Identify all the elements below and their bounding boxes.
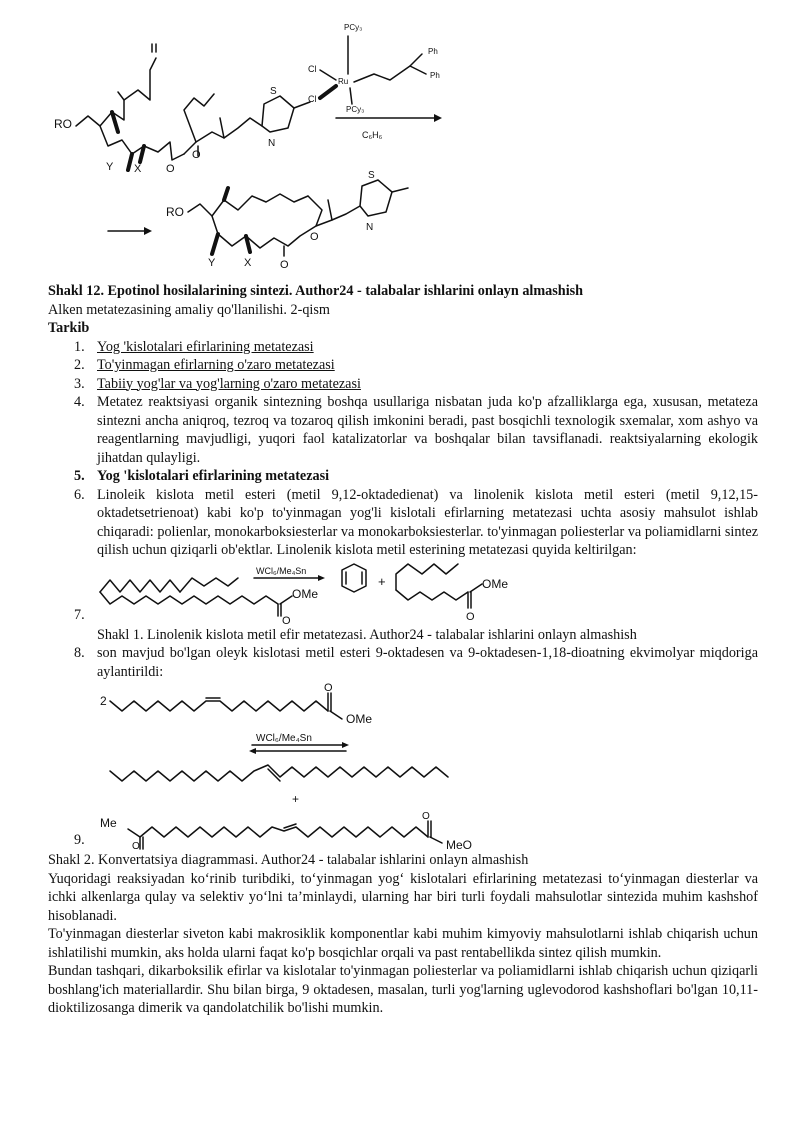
o-label-1: O: [282, 614, 291, 627]
ru-label: Ru: [338, 77, 349, 86]
n-label-top: N: [268, 138, 276, 149]
document-page: [48, 0, 758, 1018]
toc-link-1[interactable]: Yog 'kislotalari efirlarining metatezasi: [97, 338, 314, 355]
toc-link-3[interactable]: Tabiiy yog'lar va yog'larning o'zaro metatezasi: [97, 375, 361, 392]
s-label-top: S: [270, 86, 277, 97]
list-item: 8. son mavjud bo'lgan oleyk kislotasi metil esteri 9-oktadesen va 9-oktadesen-1,18-dioatning ekvimolyar miqdoriga aylantirildi:: [74, 645, 758, 680]
list-item: 4. Metatez reaktsiyasi organik sintezning boshqa usullariga nisbatan juda ko'p afzalliklarga ega, xususan, metateza sintezni ancha aniqroq, tezroq va tozaroq qilish imkonini beradi, past bosqichli texnologik sxemalar, xom ashyo va reagentlarning mavjudligi, yuqori faol katalizatorlar va boshqalar bilan tavsiflanadi. reaktsiyalarning ekologik jihatdan qulayligi.: [74, 394, 758, 466]
o2-label-top: O: [192, 149, 201, 161]
ome-label-2: OMe: [482, 576, 509, 591]
meo-label: MeO: [446, 838, 473, 852]
o1-label-bottom: O: [280, 259, 289, 271]
ro-label-top: RO: [54, 117, 72, 131]
pcy3-label-b: PCy₃: [346, 105, 365, 114]
me-label: Me: [100, 816, 117, 830]
pcy3-label-a: PCy₃: [344, 23, 363, 32]
ro-label-bottom: RO: [166, 205, 184, 219]
paragraph-1: Yuqoridagi reaksiyadan ko‘rinib turibdiki, to‘yinmagan yog‘ kislotalari efirlarining metatezasi to‘yinmagan diesterlar va ichki alkenlarga qulay va selektiv yo‘lni ta’minlaydi, ularning har biri turli foydali mahsulotlar sintezida muhim kashshof hisoblanadi.: [48, 870, 758, 924]
o1-label-top: O: [166, 163, 175, 175]
list-item[interactable]: 2. To'yinmagan efirlarning o'zaro metatezasi: [74, 357, 335, 373]
o-label-2: O: [466, 610, 475, 623]
toc-link-2[interactable]: To'yinmagan efirlarning o'zaro metatezasi: [97, 357, 335, 373]
content-list-2: [48, 644, 758, 851]
cl-label-a: Cl: [308, 64, 317, 74]
content-list: [48, 338, 758, 626]
plus-sign-1: +: [378, 573, 386, 589]
x-label-top: X: [134, 163, 142, 175]
o-label-oleic-2: O: [132, 841, 140, 852]
list-item: 7. O OMe WCl₆/Me₄Sn + OMe O: [48, 560, 758, 626]
catalyst-label-1: WCl₆/Me₄Sn: [256, 565, 307, 576]
figure-2-caption: Shakl 2. Konvertatsiya diagrammasi. Author24 - talabalar ishlarini onlayn almashish: [48, 852, 529, 868]
epotinol-product-figure: [48, 170, 468, 278]
solvent-label: C₆H₆: [362, 130, 383, 140]
ome-label-1: OMe: [292, 586, 319, 601]
subtitle: Alken metatezasining amaliy qo'llanilishi. 2-qism: [48, 301, 330, 318]
list-text: Metatez reaktsiyasi organik sintezning boshqa usullariga nisbatan juda ko'p afzalliklarga ega, xususan, metateza sintezni ancha aniqroq, tezroq va tozaroq qilish imkonini beradi, past bosqichli texnologik sxemalar, xom ashyo va reagentlarning mavjudligi, yuqori faol katalizatorlar va boshqalar bilan tavsiflanadi. reaktsiyalarning ekologik jihatdan qulayligi.: [97, 394, 758, 466]
o-label-oleic-1: O: [324, 682, 333, 694]
tarkib-heading: Tarkib: [48, 320, 90, 336]
list-item: 5. Yog 'kislotalari efirlarining metatezasi: [74, 468, 330, 484]
n-label-bottom: N: [366, 222, 374, 233]
list-item[interactable]: 3. Tabiiy yog'lar va yog'larning o'zaro metatezasi: [74, 375, 361, 392]
oleic-metathesis-figure: [96, 681, 516, 851]
section-heading: Yog 'kislotalari efirlarining metatezasi: [97, 468, 330, 484]
figure-12-caption: Shakl 12. Epotinol hosilalarining sintezi. Author24 - talabalar ishlarini onlayn almashish: [48, 283, 584, 299]
o-label-oleic-3: O: [422, 811, 430, 822]
list-text: son mavjud bo'lgan oleyk kislotasi metil esteri 9-oktadesen va 9-oktadesen-1,18-dioatning ekvimolyar miqdoriga aylantirildi:: [97, 645, 758, 680]
s-label-bottom: S: [368, 170, 375, 181]
paragraph-3: Bundan tashqari, dikarboksilik efirlar va kislotalar to'yinmagan poliesterlar va poliamidlarni ishlab chiqarish uchun qiziqarli boshlang'ich materiallardir. Shu bilan birga, 9 oktadesen, masalan, turli yog'larning uglevodorod kashshoflari bo'lgan 10,11-dioktilizosanga dimerik va qandolatchilik bo'lishi mumkin.: [48, 963, 758, 1016]
ome-label-oleic: OMe: [346, 712, 373, 726]
ph-label-a: Ph: [428, 47, 438, 56]
y-label-bottom: Y: [208, 257, 216, 269]
list-item: 6. Linoleik kislota metil esteri (metil 9,12-oktadedienat) va linolenik kislota metil esteri (metil 9,12,15-oktadetsetrienoat) kabi ko'p to'yinmagan yog'li kislotali efirlarning metatezasi uchta asosiy mahsulot ishlab chiqaradi: polienlar, monokarboksiesterlar va monokarboksiesterlar. to'yinmagan poliesterlar va poliamidlarni sintez qilish uchun qiziqarli ob'ektlar. Linolenik kislota metil esterining metatezasi quyida keltirilgan:: [74, 486, 758, 558]
y-label-top: Y: [106, 161, 114, 173]
list-item: 9. 2 O OMe WCl₆/Me₄Sn + Me O O MeO: [48, 681, 758, 851]
plus-sign-2: +: [292, 792, 300, 806]
figure-1-caption: Shakl 1. Linolenik kislota metil efir metatezasi. Author24 - talabalar ishlarini onlayn almashish: [97, 626, 637, 643]
list-item[interactable]: 1. Yog 'kislotalari efirlarining metatezasi: [74, 338, 314, 355]
catalyst-label-2: WCl₆/Me₄Sn: [256, 733, 312, 744]
paragraph-2: To'yinmagan diesterlar siveton kabi makrosiklik komponentlar kabi muhim kimyoviy mahsulotlarni ishlab chiqarish uchun ishlatilishi mumkin, aks holda ularni faqat ko'p bosqichlar orqali va past rentabellikda sintez qilish mumkin.: [48, 926, 758, 961]
x-label-bottom: X: [244, 257, 252, 269]
list-text: Linoleik kislota metil esteri (metil 9,12-oktadedienat) va linolenik kislota metil esteri (metil 9,12,15-oktadetsetrienoat) kabi ko'p to'yinmagan yog'li kislotali efirlarning metatezasi uchta asosiy mahsulot ishlab chiqaradi: polienlar, monokarboksiesterlar va monokarboksiesterlar. to'yinmagan poliesterlar va poliamidlarni sintez qilish uchun qiziqarli ob'ektlar. Linolenik kislota metil esterining metatezasi quyida keltirilgan:: [97, 486, 758, 558]
coef-label: 2: [100, 694, 107, 708]
ph-label-b: Ph: [430, 71, 440, 80]
o2-label-bottom: O: [310, 231, 319, 243]
linolenic-metathesis-figure: [96, 560, 516, 627]
cl-label-b: Cl: [308, 94, 317, 104]
